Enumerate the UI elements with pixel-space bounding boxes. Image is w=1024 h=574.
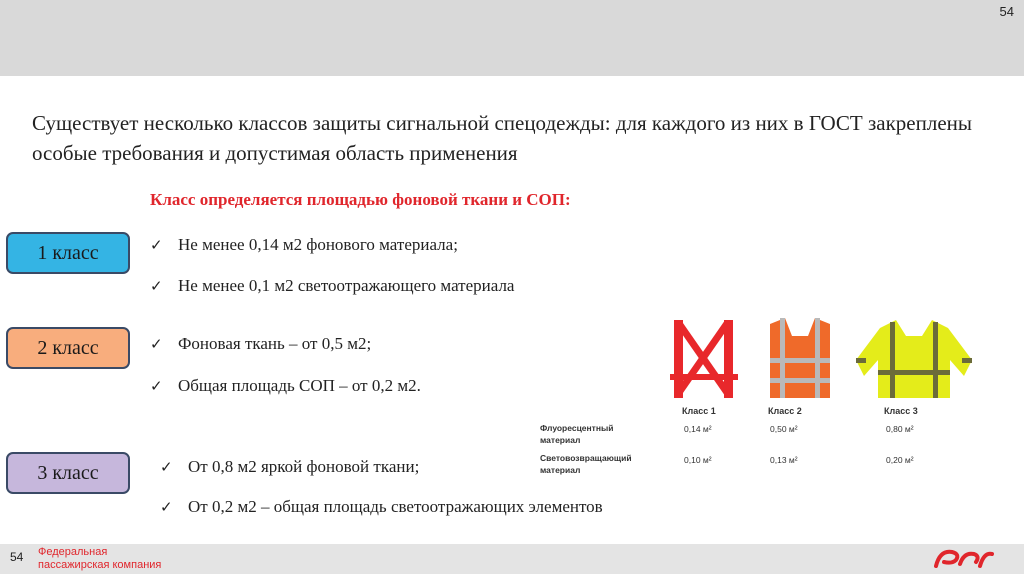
class-1-bullet-2 — [150, 276, 514, 296]
bullet-text: Общая площадь СОП – от 0,2 м2. — [178, 376, 421, 395]
table-cell: 0,14 м² — [684, 424, 712, 434]
company-name-line: Федеральная — [38, 546, 108, 558]
class-1-bullet-1 — [150, 235, 458, 255]
row-label-line: Световозвращающий — [540, 453, 632, 463]
class-2-vest-icon — [770, 318, 830, 398]
page-number-top: 54 — [999, 4, 1014, 19]
bullet-text: Фоновая ткань – от 0,5 м2; — [178, 334, 372, 353]
table-row-label-fluorescent — [540, 422, 613, 446]
class-3-bullet-2 — [160, 497, 603, 517]
table-row-label-retroreflective — [540, 452, 632, 476]
class-2-badge: 2 класс — [6, 327, 130, 369]
table-header-class-1: Класс 1 — [682, 406, 716, 416]
subheading: Класс определяется площадью фоновой ткани и СОП: — [150, 190, 571, 209]
table-cell: 0,13 м² — [770, 455, 798, 465]
class-2-bullet-2 — [150, 376, 421, 396]
vest-illustration — [660, 314, 980, 404]
class-1-badge: 1 класс — [6, 232, 130, 274]
company-name-line: пассажирская компания — [38, 559, 162, 571]
row-label-line: Флуоресцентный — [540, 423, 614, 433]
table-header-class-3: Класс 3 — [884, 406, 918, 416]
check-icon: ✓ — [150, 377, 163, 395]
company-name — [38, 546, 161, 572]
check-icon: ✓ — [150, 236, 163, 254]
table-header-class-2: Класс 2 — [768, 406, 802, 416]
class-3-jacket-icon — [856, 320, 972, 398]
row-label-line: материал — [540, 435, 581, 445]
check-icon: ✓ — [160, 458, 173, 476]
footer-page-number: 54 — [10, 550, 24, 564]
bullet-text: От 0,2 м2 – общая площадь светоотражающих элементов — [188, 497, 603, 516]
bullet-text: От 0,8 м2 яркой фоновой ткани; — [188, 457, 420, 476]
table-cell: 0,10 м² — [684, 455, 712, 465]
check-icon: ✓ — [150, 335, 163, 353]
bullet-text: Не менее 0,1 м2 светоотражающего материала — [178, 276, 515, 295]
check-icon: ✓ — [150, 277, 163, 295]
rzd-logo-icon — [930, 544, 1000, 572]
table-cell: 0,50 м² — [770, 424, 798, 434]
row-label-line: материал — [540, 465, 581, 475]
class-2-bullet-1 — [150, 334, 371, 354]
class-3-bullet-1 — [160, 457, 419, 477]
intro-text: Существует несколько классов защиты сигнальной спецодежды: для каждого из них в ГОСТ закреплены особые требования и допустимая область применения — [32, 111, 972, 165]
check-icon: ✓ — [160, 498, 173, 516]
bullet-text: Не менее 0,14 м2 фонового материала; — [178, 235, 458, 254]
table-cell: 0,80 м² — [886, 424, 914, 434]
header-band — [0, 0, 1024, 76]
table-cell: 0,20 м² — [886, 455, 914, 465]
class-3-badge: 3 класс — [6, 452, 130, 494]
class-1-harness-icon — [670, 320, 738, 398]
